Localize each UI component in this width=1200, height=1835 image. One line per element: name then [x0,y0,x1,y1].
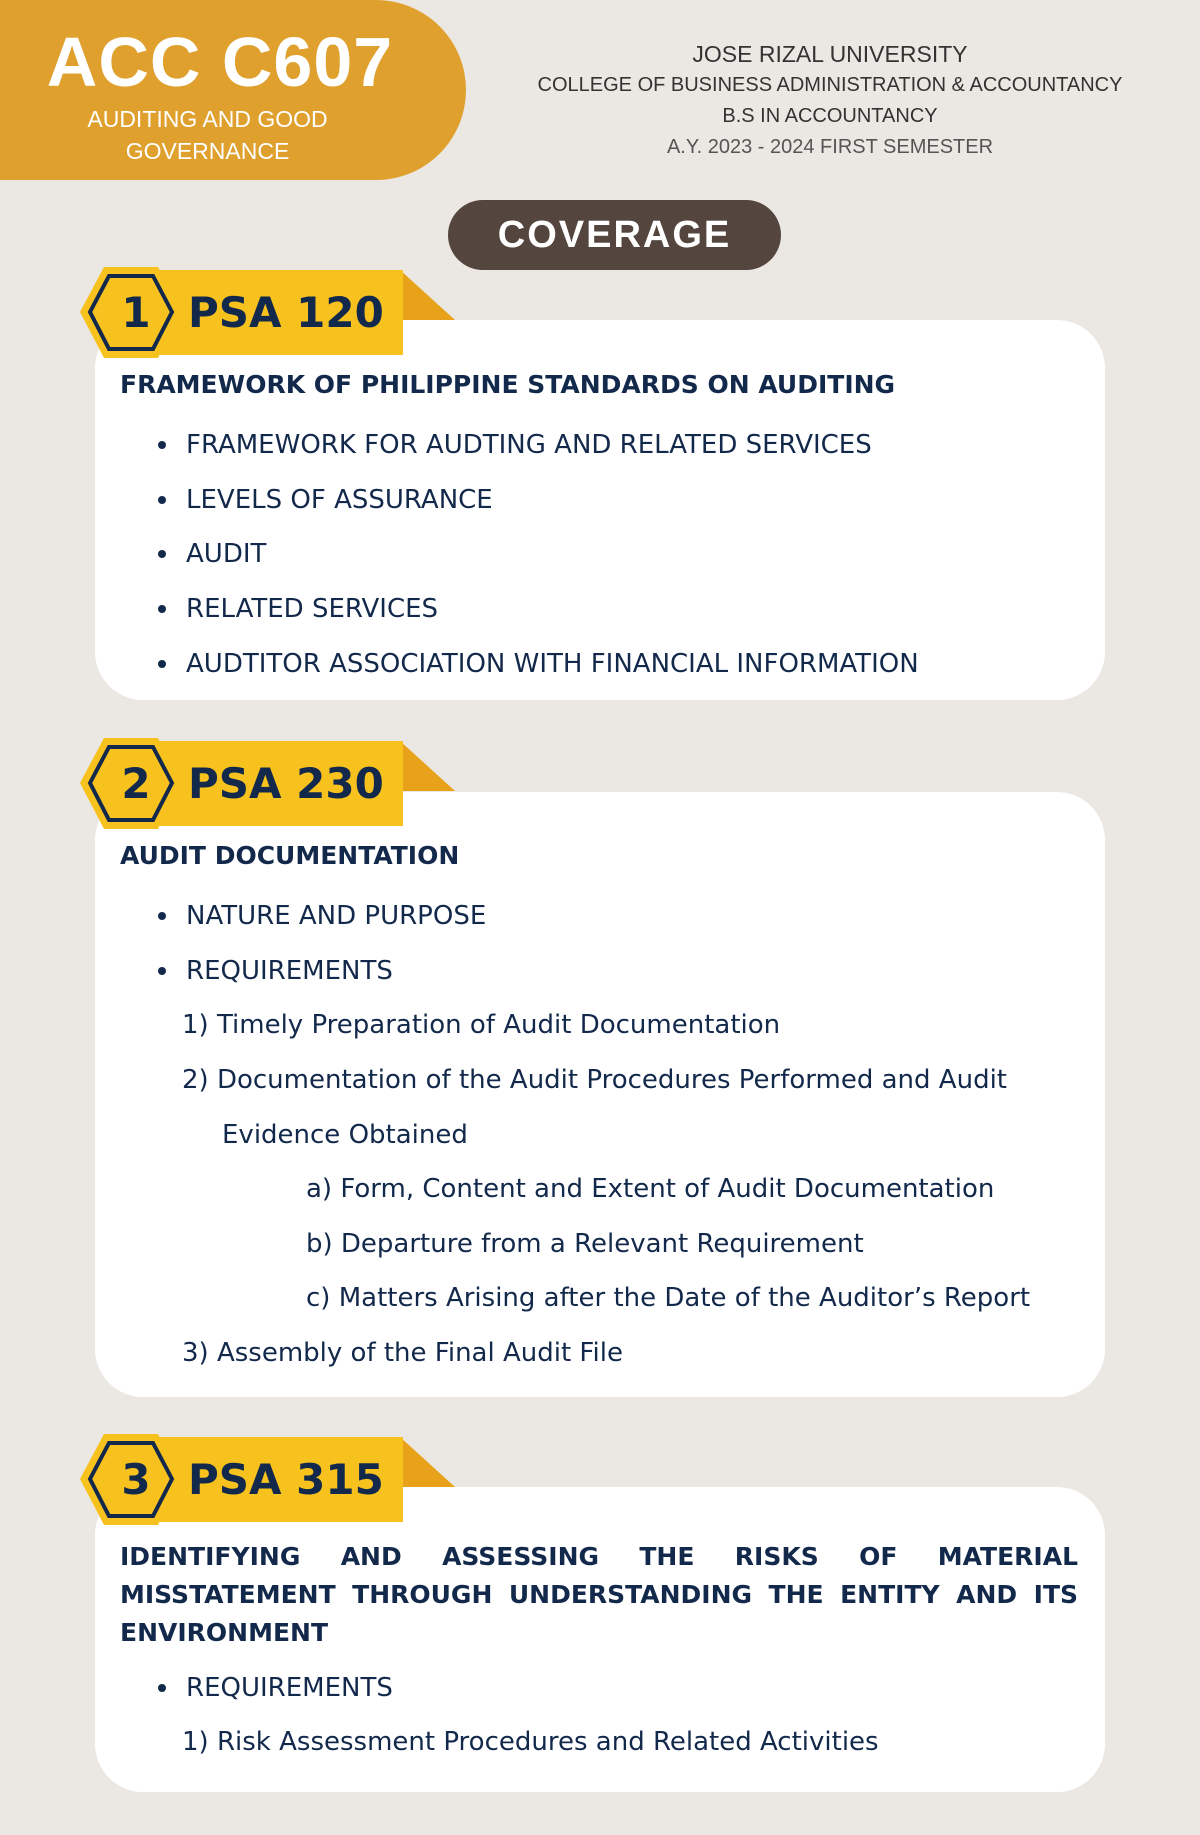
course-name-line1: AUDITING AND GOOD [87,106,328,132]
numbered-item: 3) Assembly of the Final Audit File [182,1338,623,1368]
bullet-item: NATURE AND PURPOSE [186,901,487,931]
bullet-dot [158,912,166,920]
ribbon-fold [400,270,456,320]
bullet-item: REQUIREMENTS [186,956,393,986]
section-code: PSA 230 [188,759,384,808]
section-title: IDENTIFYING AND ASSESSING THE RISKS OF MATERIAL MISSTATEMENT THROUGH UNDERSTANDING THE ENTITY AND ITS ENVIRONMENT [120,1542,1078,1647]
program-name: B.S IN ACCOUNTANCY [722,105,938,127]
course-code: ACC C607 [46,23,394,101]
school-info [480,38,1180,163]
numbered-item: 2) Documentation of the Audit Procedures Performed and Audit [182,1065,1007,1095]
coverage-pill: COVERAGE [448,200,781,270]
bullet-dot [158,1684,166,1692]
ribbon-fold [400,741,456,791]
sub-item: a) Form, Content and Extent of Audit Documentation [306,1174,995,1204]
bullet-item: AUDTITOR ASSOCIATION WITH FINANCIAL INFORMATION [186,649,919,679]
bullet-item: REQUIREMENTS [186,1673,393,1703]
course-badge [0,0,466,180]
university-name: JOSE RIZAL UNIVERSITY [692,41,968,67]
term-label: A.Y. 2023 - 2024 FIRST SEMESTER [666,136,994,158]
numbered-item: 1) Timely Preparation of Audit Documentation [182,1010,781,1040]
section-title: AUDIT DOCUMENTATION [120,841,460,870]
numbered-item-continuation: Evidence Obtained [222,1120,468,1150]
bullet-dot [158,550,166,558]
bullet-item: LEVELS OF ASSURANCE [186,485,493,515]
section-number: 1 [121,288,151,337]
section-title: FRAMEWORK OF PHILIPPINE STANDARDS ON AUDITING [120,370,896,399]
bullet-item: AUDIT [186,539,267,569]
ribbon-fold [400,1437,456,1487]
section-code: PSA 315 [188,1455,384,1504]
sub-item: c) Matters Arising after the Date of the Auditor’s Report [306,1283,1031,1313]
numbered-item: 1) Risk Assessment Procedures and Related Activities [182,1727,879,1757]
sub-item: b) Departure from a Relevant Requirement [306,1229,864,1259]
bullet-dot [158,660,166,668]
course-name-line2: GOVERNANCE [125,138,290,164]
bullet-dot [158,967,166,975]
bullet-item: FRAMEWORK FOR AUDTING AND RELATED SERVICES [186,430,872,460]
bullet-item: RELATED SERVICES [186,594,439,624]
section-code: PSA 120 [188,288,384,337]
course-name [0,103,415,167]
bullet-dot [158,605,166,613]
section-number: 2 [121,759,151,808]
bullet-dot [158,496,166,504]
college-name: COLLEGE OF BUSINESS ADMINISTRATION & ACCOUNTANCY [537,74,1123,96]
bullet-dot [158,441,166,449]
section-number: 3 [121,1455,151,1504]
